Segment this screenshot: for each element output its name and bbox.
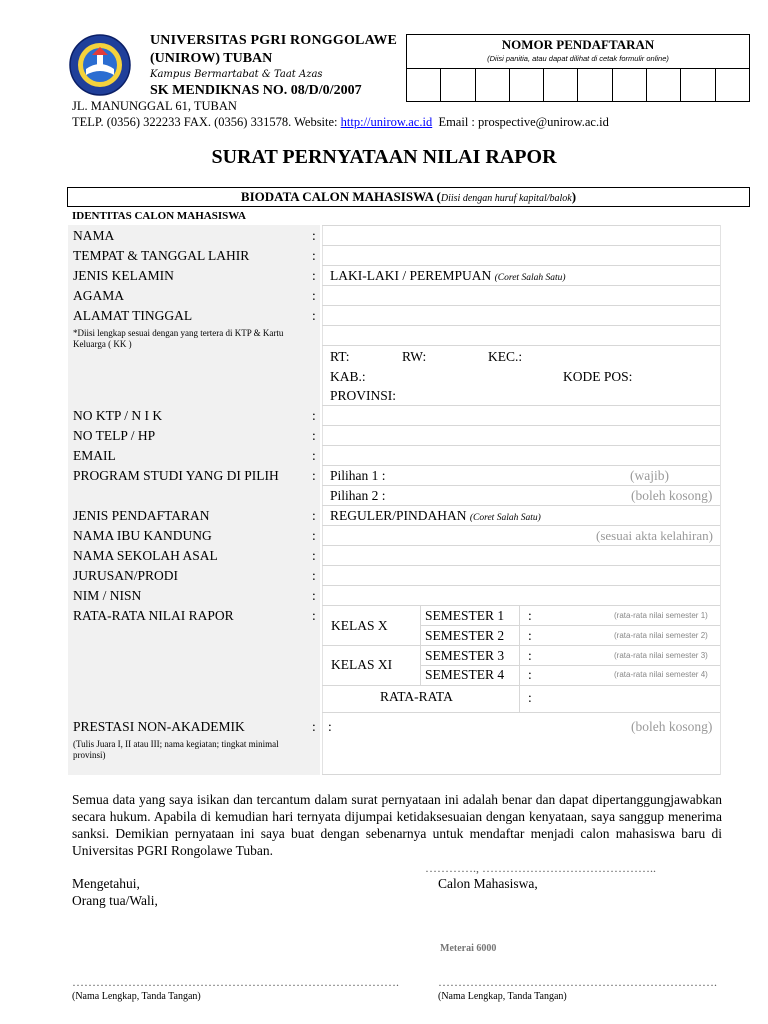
colon: : [312, 268, 316, 283]
registration-number-box [406, 34, 750, 102]
mengetahui-label: Mengetahui, [72, 876, 140, 891]
semester-3: SEMESTER 3 [425, 648, 505, 663]
rapor-line [420, 605, 720, 606]
colon: : [312, 248, 316, 263]
row-line [322, 525, 720, 526]
pilihan-1-label: Pilihan 1 : [330, 468, 386, 483]
pilihan-2-hint: (boleh kosong) [631, 488, 713, 503]
row-line [322, 685, 720, 686]
biodata-hint: Diisi dengan huruf kapital/balok [440, 193, 572, 204]
parent-signature-line[interactable]: ………………………………………………………………………. [72, 975, 399, 989]
label-prodi: PROGRAM STUDI YANG DI PILIH [73, 468, 279, 483]
number-cell[interactable] [716, 69, 749, 101]
colon: : [312, 448, 316, 463]
row-line [322, 465, 720, 466]
label-telp: NO TELP / HP [73, 428, 156, 443]
parent-label: Orang tua/Wali, [72, 893, 158, 908]
number-cell[interactable] [476, 69, 510, 101]
colon: : [312, 528, 316, 543]
jenis-pendaftaran-options: REGULER/PINDAHAN [330, 508, 467, 523]
colon: : [312, 588, 316, 603]
colon: : [312, 228, 316, 243]
jk-options: LAKI-LAKI / PEREMPUAN [330, 268, 492, 283]
label-ttl: TEMPAT & TANGGAL LAHIR [73, 248, 250, 263]
semester-3-hint: (rata-rata nilai semester 3) [614, 651, 708, 660]
rapor-vline [519, 605, 520, 712]
telp-input[interactable] [323, 426, 720, 445]
colon: : [312, 508, 316, 523]
pilihan-1-hint: (wajib) [630, 468, 669, 483]
jenis-pendaftaran-hint: (Coret Salah Satu) [469, 513, 541, 523]
colon: : [528, 628, 532, 643]
row-line [322, 485, 720, 486]
number-cell[interactable] [544, 69, 578, 101]
email-input[interactable] [323, 446, 720, 465]
alamat-note: *Diisi lengkap sesuai dengan yang tertera di KTP & Kartu Keluarga ( KK ) [73, 328, 284, 349]
rapor-line [420, 665, 720, 666]
row-line [322, 774, 720, 775]
agama-input[interactable] [323, 286, 720, 305]
semester-2-hint: (rata-rata nilai semester 2) [614, 631, 708, 640]
date-line[interactable]: …………., …………………………………….. [425, 861, 656, 875]
label-jenis-kelamin: JENIS KELAMIN [73, 268, 174, 283]
student-signature-caption: (Nama Lengkap, Tanda Tangan) [438, 991, 567, 1002]
colon: : [528, 690, 532, 705]
university-name: UNIVERSITAS PGRI RONGGOLAWE [150, 33, 398, 48]
colon: : [312, 408, 316, 423]
label-jurusan: JURUSAN/PRODI [73, 568, 179, 583]
nama-input[interactable] [323, 226, 720, 245]
colon: : [528, 648, 532, 663]
colon: : [312, 568, 316, 583]
number-cell[interactable] [578, 69, 612, 101]
label-rapor: RATA-RATA NILAI RAPOR [73, 608, 234, 623]
meterai-stamp: Meterai 6000 [440, 943, 497, 954]
student-signature-line[interactable]: ……………………………………………………………. [438, 975, 717, 989]
provinsi-label: PROVINSI: [330, 388, 397, 403]
label-agama: AGAMA [73, 288, 125, 303]
rt-label: RT: [330, 349, 350, 364]
sekolah-input[interactable] [323, 546, 720, 565]
alamat-input[interactable] [323, 306, 720, 345]
university-logo [68, 33, 132, 97]
jenis-kelamin-value[interactable] [330, 268, 566, 284]
label-nama: NAMA [73, 228, 115, 243]
biodata-heading [67, 187, 750, 207]
row-line [322, 712, 720, 713]
sk-number: SK MENDIKNAS NO. 08/D/0/2007 [150, 83, 362, 98]
rapor-vline [420, 605, 421, 685]
label-jenis-pendaftaran: JENIS PENDAFTARAN [73, 508, 210, 523]
colon: : [312, 608, 316, 623]
rapor-line [420, 625, 720, 626]
colon: : [312, 719, 316, 734]
rw-label: RW: [402, 349, 427, 364]
number-cell[interactable] [441, 69, 475, 101]
number-cell[interactable] [647, 69, 681, 101]
colon: : [328, 719, 332, 734]
kelas-x: KELAS X [331, 618, 388, 633]
label-ktp: NO KTP / N I K [73, 408, 163, 423]
label-ibu: NAMA IBU KANDUNG [73, 528, 212, 543]
colon: : [528, 667, 532, 682]
ibu-hint: (sesuai akta kelahiran) [596, 528, 713, 543]
biodata-close: ) [571, 189, 577, 204]
registration-number-note: (Diisi panitia, atau dapat dilihat di cetak formulir online) [487, 54, 669, 63]
statement-paragraph: Semua data yang saya isikan dan tercantum dalam surat pernyataan ini adalah benar dan dapat dipertanggungjawabkan secara hukum. Apabila di kemudian hari ternyata dijumpai ketidaksesuaian dengan kenyataan, saya sanggup menerima sanksi. Demikian pernyataan ini saya buat dengan sebenarnya untuk mendaftar menjadi calon mahasiswa baru di Universitas PGRI Rongolawe Tuban. [72, 792, 722, 858]
row-line [322, 265, 720, 266]
number-cell[interactable] [407, 69, 441, 101]
label-alamat: ALAMAT TINGGAL [73, 308, 193, 323]
address: JL. MANUNGGAL 61, TUBAN [72, 99, 237, 113]
registration-number-cells[interactable] [407, 68, 749, 101]
student-label: Calon Mahasiswa, [438, 876, 538, 891]
section-identitas: IDENTITAS CALON MAHASISWA [72, 210, 246, 222]
semester-1: SEMESTER 1 [425, 608, 505, 623]
colon: : [312, 428, 316, 443]
colon: : [312, 468, 316, 483]
contact-prefix: TELP. (0356) 322233 FAX. (0356) 331578. Website: [72, 115, 341, 129]
prestasi-note: (Tulis Juara I, II atau III; nama kegiatan; tingkat minimal provinsi) [73, 739, 279, 760]
label-nim: NIM / NISN [73, 588, 142, 603]
document-title: SURAT PERNYATAAN NILAI RAPOR [211, 146, 557, 168]
nim-input[interactable] [323, 586, 720, 605]
website-link[interactable]: http://unirow.ac.id [340, 115, 433, 129]
university-tagline: Kampus Bermartabat & Taat Azas [150, 69, 323, 80]
registration-number-title: NOMOR PENDAFTARAN [501, 37, 655, 52]
semester-2: SEMESTER 2 [425, 628, 505, 643]
label-sekolah: NAMA SEKOLAH ASAL [73, 548, 218, 563]
pilihan-2-label: Pilihan 2 : [330, 488, 386, 503]
ttl-input[interactable] [323, 246, 720, 265]
university-abbr: (UNIROW) TUBAN [150, 51, 273, 66]
ktp-input[interactable] [323, 406, 720, 425]
label-email: EMAIL [73, 448, 116, 463]
number-cell[interactable] [681, 69, 715, 101]
jenis-pendaftaran-value[interactable] [330, 508, 541, 524]
number-cell[interactable] [613, 69, 647, 101]
parent-signature-caption: (Nama Lengkap, Tanda Tangan) [72, 991, 201, 1002]
colon: : [528, 608, 532, 623]
semester-4-hint: (rata-rata nilai semester 4) [614, 670, 708, 679]
number-cell[interactable] [510, 69, 544, 101]
kec-label: KEC.: [488, 349, 523, 364]
semester-1-hint: (rata-rata nilai semester 1) [614, 611, 708, 620]
jurusan-input[interactable] [323, 566, 720, 585]
colon: : [312, 548, 316, 563]
jk-hint: (Coret Salah Satu) [494, 273, 566, 283]
kelas-xi: KELAS XI [331, 657, 393, 672]
colon: : [312, 308, 316, 323]
rata-rata-label: RATA-RATA [380, 689, 453, 704]
prestasi-hint: (boleh kosong) [631, 719, 713, 734]
semester-4: SEMESTER 4 [425, 667, 505, 682]
kab-label: KAB.: [330, 369, 366, 384]
kodepos-label: KODE POS: [563, 369, 633, 384]
row-line [322, 345, 720, 346]
rapor-line [322, 645, 720, 646]
contact-line [72, 115, 609, 130]
row-line [322, 505, 720, 506]
email-text: Email : prospective@unirow.ac.id [432, 115, 609, 129]
colon: : [312, 288, 316, 303]
label-prestasi: PRESTASI NON-AKADEMIK [73, 719, 245, 734]
biodata-heading-text: BIODATA CALON MAHASISWA ( [240, 189, 441, 204]
